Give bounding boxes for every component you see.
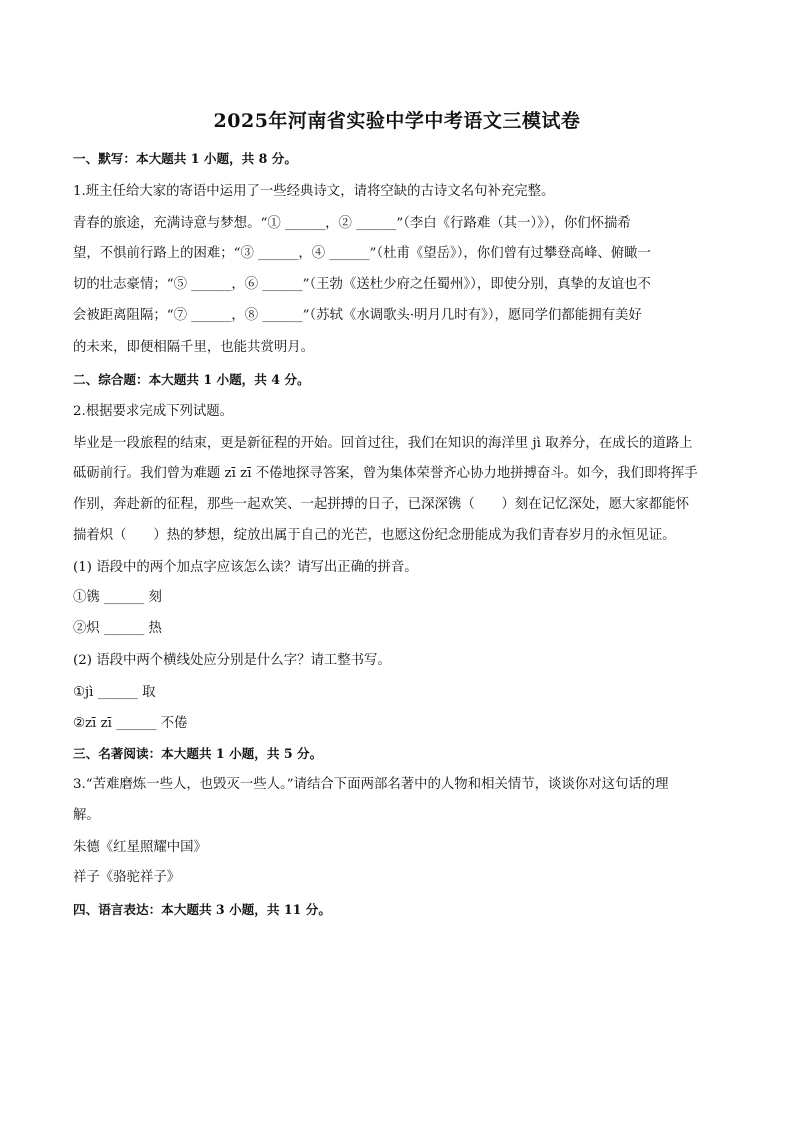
exam-title: 2025年河南省实验中学中考语文三模试卷	[213, 110, 581, 132]
text-line: (2) 语段中两个横线处应分别是什么字？请工整书写。	[73, 653, 391, 668]
text-line: 青春的旅途，充满诗意与梦想。“① ______，② ______”（李白《行路难（其一）》），你们怀揣希	[73, 216, 631, 231]
text-line: 祥子《骆驼祥子》	[73, 870, 181, 885]
text-line: ②炽 ______ 热	[73, 621, 162, 636]
text-line: 1.班主任给大家的寄语中运用了一些经典诗文，请将空缺的古诗文名句补充完整。	[73, 184, 555, 199]
text-line: ①镌 ______ 刻	[73, 590, 162, 605]
text-line: 朱德《红星照耀中国》	[73, 840, 207, 855]
section-heading: 三、名著阅读：本大题共 1 小题，共 5 分。	[73, 746, 323, 761]
text-line: 切的壮志豪情；“⑤ ______，⑥ ______”（王勃《送杜少府之任蜀州》），即使分别，真挚的友谊也不	[73, 277, 651, 292]
section-heading: 二、综合题：本大题共 1 小题，共 4 分。	[73, 372, 310, 387]
text-line: 砥砺前行。我们曾为难题 zī zī 不倦地探寻答案，曾为集体荣誉齐心协力地拼搏奋斗。如今，我们即将挥手	[73, 466, 698, 481]
text-line: (1) 语段中的两个加点字应该怎么读？请写出正确的拼音。	[73, 560, 418, 575]
section-heading: 四、语言表达：本大题共 3 小题，共 11 分。	[73, 902, 331, 917]
text-line: 2.根据要求完成下列试题。	[73, 404, 234, 419]
text-line: 3.“苦难磨炼一些人，也毁灭一些人。”请结合下面两部名著中的人物和相关情节，谈谈你对这句话的理	[73, 777, 669, 792]
text-line: ②zī zī ______ 不倦	[73, 716, 188, 731]
text-line: 会被距离阻隔；“⑦ ______，⑧ ______”（苏轼《水调歌头·明月几时有》），愿同学们都能拥有美好	[73, 308, 642, 323]
text-line: 的未来，即便相隔千里，也能共赏明月。	[73, 340, 315, 355]
text-line: 毕业是一段旅程的结束，更是新征程的开始。回首过往，我们在知识的海洋里 jì 取养分，在成长的道路上	[73, 436, 693, 451]
text-line: 望，不惧前行路上的困难；“③ ______，④ ______”（杜甫《望岳》），你们曾有过攀登高峰、俯瞰一	[73, 246, 651, 261]
text-line: 解。	[73, 808, 100, 823]
text-line: 揣着炽（ ）热的梦想，绽放出属于自己的光芒，也愿这份纪念册能成为我们青春岁月的永恒见证。	[73, 528, 676, 543]
section-heading: 一、默写：本大题共 1 小题，共 8 分。	[73, 151, 297, 166]
text-line: 作别，奔赴新的征程，那些一起欢笑、一起拼搏的日子，已深深镌（ ）刻在记忆深处，愿大家都能怀	[73, 497, 689, 512]
text-line: ①jì ______ 取	[73, 685, 156, 700]
